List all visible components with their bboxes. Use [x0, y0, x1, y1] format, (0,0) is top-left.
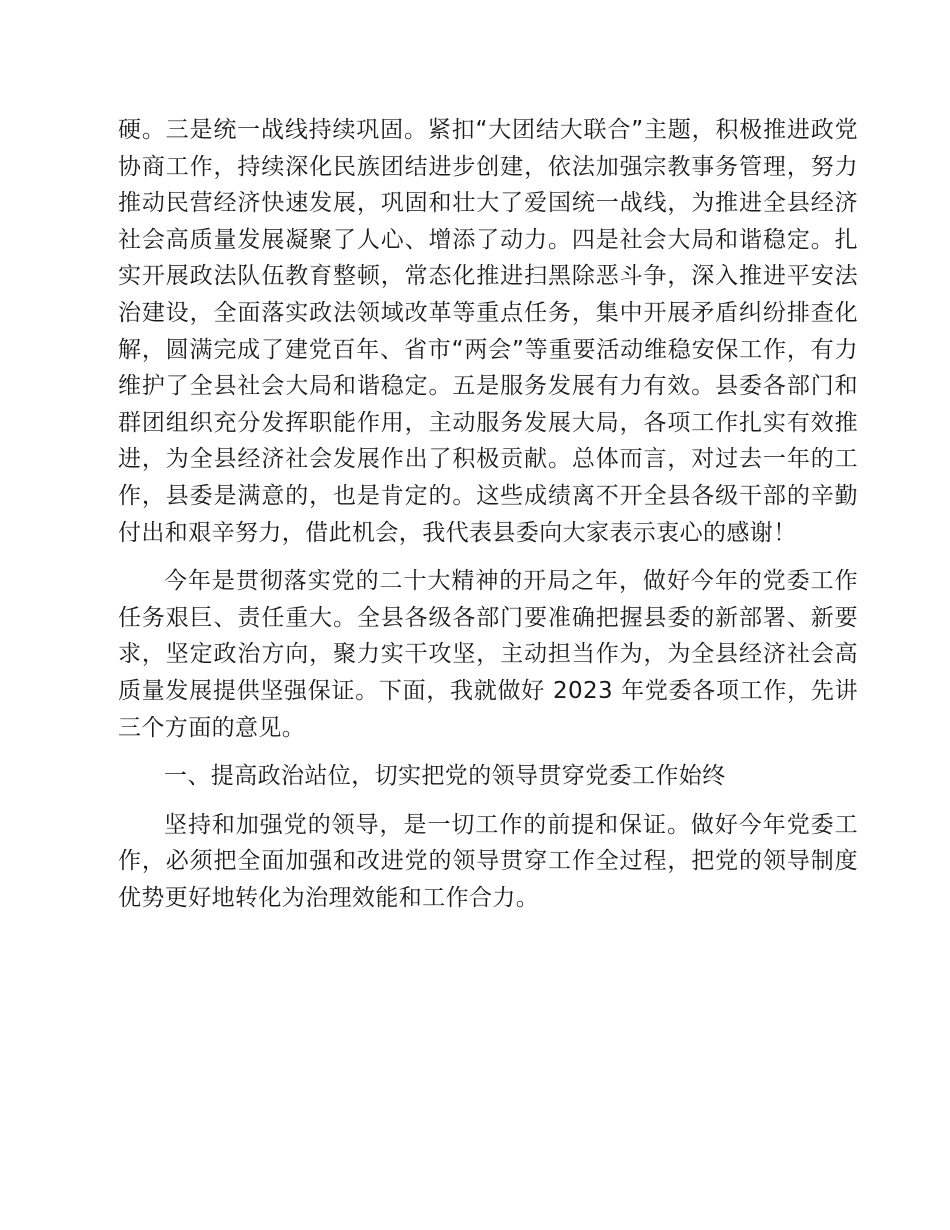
paragraph-intro: 今年是贯彻落实党的二十大精神的开局之年，做好今年的党委工作任务艰巨、责任重大。全县各级各部门要准确把握县委的新部署、新要求，坚定政治方向，聚力实干攻坚，主动担当作为，为全县经济社会高质量发展提供坚强保证。下面，我就做好 2023 年党委各项工作，先讲三个方面的意见。	[118, 568, 858, 741]
paragraph-continuation: 硬。三是统一战线持续巩固。紧扣“大团结大联合”主题，积极推进政党协商工作，持续深化民族团结进步创建，依法加强宗教事务管理，努力推动民营经济快速发展，巩固和壮大了爱国统一战线，为推进全县经济社会高质量发展凝聚了人心、增添了动力。四是社会大局和谐稳定。扎实开展政法队伍教育整顿，常态化推进扫黑除恶斗争，深入推进平安法治建设，全面落实政法领域改革等重点任务，集中开展矛盾纠纷排查化解，圆满完成了建党百年、省市“两会”等重要活动维稳安保工作，有力维护了全县社会大局和谐稳定。五是服务发展有力有效。县委各部门和群团组织充分发挥职能作用，主动服务发展大局，各项工作扎实有效推进，为全县经济社会发展作出了积极贡献。总体而言，对过去一年的工作，县委是满意的，也是肯定的。这些成绩离不开全县各级干部的辛勤付出和艰辛努力，借此机会，我代表县委向大家表示衷心的感谢！	[118, 117, 858, 546]
section-heading: 一、提高政治站位，切实把党的领导贯穿党委工作始终	[164, 763, 726, 790]
document-body	[118, 112, 858, 928]
paragraph-section-body: 坚持和加强党的领导，是一切工作的前提和保证。做好今年党委工作，必须把全面加强和改进党的领导贯穿工作全过程，把党的领导制度优势更好地转化为治理效能和工作合力。	[118, 811, 858, 911]
